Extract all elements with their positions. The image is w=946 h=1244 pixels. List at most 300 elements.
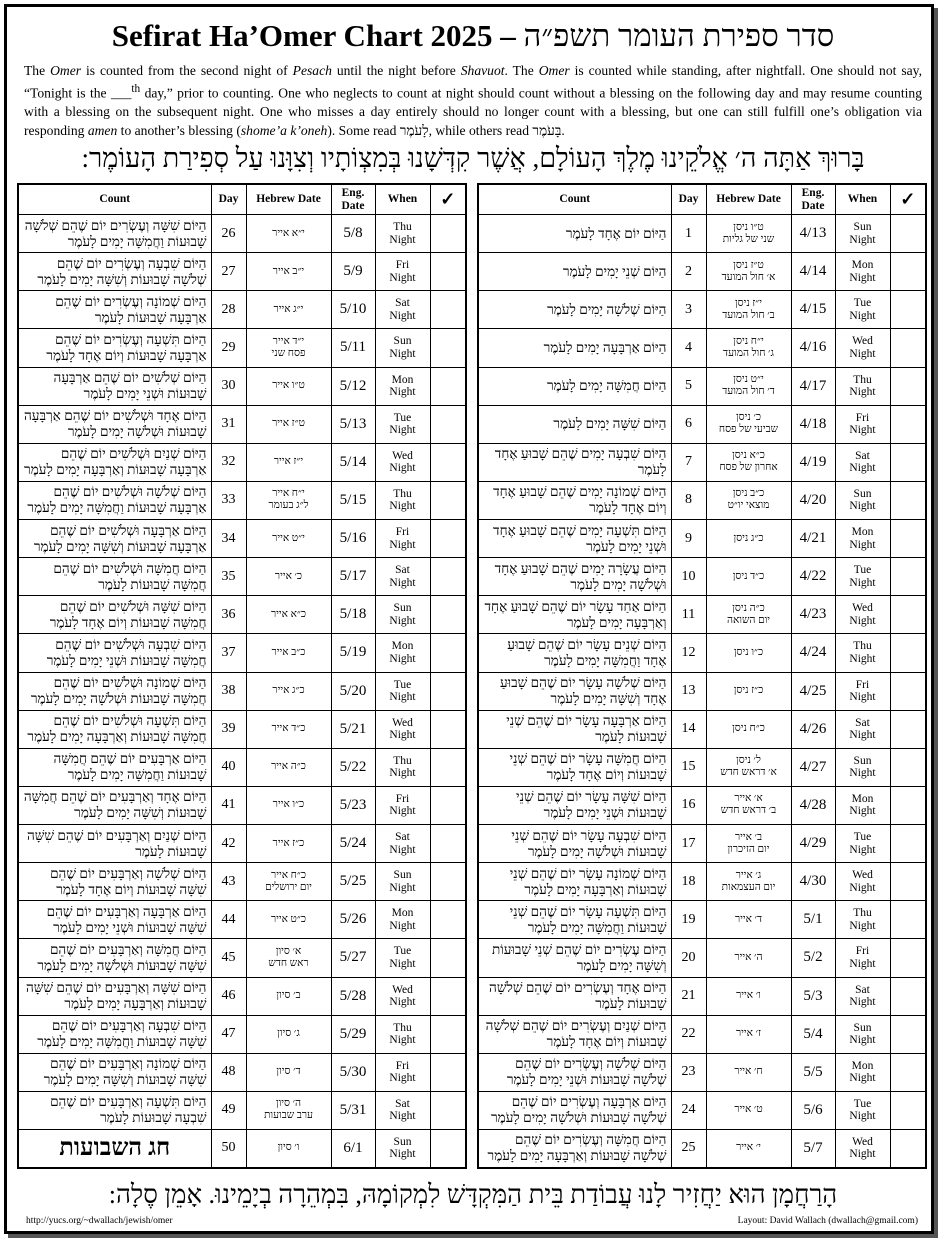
- eng-date-cell: 5/5: [791, 1053, 835, 1091]
- eng-date-cell: 5/21: [331, 710, 375, 748]
- hebrew-date-cell: ו׳ אייר: [706, 977, 791, 1015]
- day-cell: 30: [211, 367, 246, 405]
- omer-table-left: [17, 183, 467, 1169]
- hebrew-date-cell: כ״ה אייר: [246, 748, 331, 786]
- day-cell: 23: [671, 1053, 706, 1091]
- when-cell: Mon Night: [835, 253, 890, 291]
- eng-date-cell: 5/4: [791, 1015, 835, 1053]
- when-cell: Sat Night: [375, 1091, 430, 1129]
- count-cell: הַיּוֹם שִׁבְעָה וּשְׁלֹשִׁים יוֹם שֶׁהֵם חֲמִשָּׁה שָׁבוּעוֹת וּשְׁנֵי יָמִים לָעֹמֶר: [18, 634, 211, 672]
- table-row: [18, 672, 466, 710]
- eng-date-cell: 4/30: [791, 863, 835, 901]
- table-row: [478, 634, 926, 672]
- table-row: [18, 1130, 466, 1168]
- count-cell: הַיּוֹם שִׁשָּׁה יָמִים לָעֹמֶר: [478, 405, 671, 443]
- when-cell: Tue Night: [375, 672, 430, 710]
- when-cell: Fri Night: [375, 253, 430, 291]
- check-cell[interactable]: [890, 329, 926, 367]
- table-row: [18, 253, 466, 291]
- day-cell: 38: [211, 672, 246, 710]
- hebrew-date-cell: ב׳ סיון: [246, 977, 331, 1015]
- when-cell: Sun Night: [375, 863, 430, 901]
- eng-date-cell: 4/27: [791, 748, 835, 786]
- check-cell[interactable]: [890, 672, 926, 710]
- eng-date-cell: 4/13: [791, 215, 835, 253]
- check-cell[interactable]: [890, 215, 926, 253]
- hebrew-date-cell: י״ח ניסן ג׳ חול המועד: [706, 329, 791, 367]
- count-cell: הַיּוֹם שִׁשָּׁה עָשָׂר יוֹם שֶׁהֵם שְׁנֵי שָׁבוּעוֹת וּשְׁנֵי יָמִים לָעֹמֶר: [478, 786, 671, 824]
- when-cell: Mon Night: [835, 520, 890, 558]
- hebrew-date-cell: ט״ו אייר: [246, 367, 331, 405]
- count-cell: הַיּוֹם עֶשְׂרִים יוֹם שֶׁהֵם שְׁנֵי שָׁבוּעוֹת וְשִׁשָּׁה יָמִים לָעֹמֶר: [478, 939, 671, 977]
- check-cell[interactable]: [430, 481, 466, 519]
- hebrew-date-cell: י״ז אייר: [246, 443, 331, 481]
- day-cell: 5: [671, 367, 706, 405]
- eng-date-cell: 5/22: [331, 748, 375, 786]
- count-cell: הַיּוֹם שְׁלֹשָׁה וְאַרְבָּעִים יוֹם שֶׁהֵם שִׁשָּׁה שָׁבוּעוֹת וְיוֹם אֶחָד לָעֹמֶר: [18, 863, 211, 901]
- when-cell: Thu Night: [835, 901, 890, 939]
- hebrew-date-cell: י״ג אייר: [246, 291, 331, 329]
- count-cell: הַיּוֹם תִּשְׁעָה עָשָׂר יוֹם שֶׁהֵם שְׁנֵי שָׁבוּעוֹת וַחֲמִשָּׁה יָמִים לָעֹמֶר: [478, 901, 671, 939]
- day-cell: 32: [211, 443, 246, 481]
- hebrew-date-cell: כ״ד ניסן: [706, 558, 791, 596]
- check-cell[interactable]: [890, 1053, 926, 1091]
- eng-date-cell: 4/29: [791, 825, 835, 863]
- eng-date-cell: 5/12: [331, 367, 375, 405]
- footer-layout-credit: Layout: David Wallach (dwallach@gmail.com): [737, 1216, 918, 1226]
- count-cell: הַיּוֹם שְׁמוֹנָה וּשְׁלֹשִׁים יוֹם שֶׁהֵם חֲמִשָּׁה שָׁבוּעוֹת וּשְׁלֹשָׁה יָמִים לָעֹמֶר: [18, 672, 211, 710]
- check-cell[interactable]: [890, 481, 926, 519]
- day-cell: 45: [211, 939, 246, 977]
- day-cell: 16: [671, 786, 706, 824]
- eng-date-cell: 5/14: [331, 443, 375, 481]
- hebrew-date-cell: כ״ג ניסן: [706, 520, 791, 558]
- table-row: [18, 405, 466, 443]
- table-row: [18, 291, 466, 329]
- table-row: [478, 443, 926, 481]
- eng-date-cell: 5/2: [791, 939, 835, 977]
- day-cell: 28: [211, 291, 246, 329]
- check-cell[interactable]: [890, 748, 926, 786]
- when-cell: Thu Night: [375, 215, 430, 253]
- day-cell: 25: [671, 1130, 706, 1168]
- day-cell: 33: [211, 481, 246, 519]
- day-cell: 14: [671, 710, 706, 748]
- eng-date-cell: 5/26: [331, 901, 375, 939]
- check-cell[interactable]: [430, 1053, 466, 1091]
- table-row: [478, 558, 926, 596]
- when-cell: Wed Night: [835, 863, 890, 901]
- eng-date-cell: 4/15: [791, 291, 835, 329]
- eng-date-cell: 5/11: [331, 329, 375, 367]
- check-cell[interactable]: [890, 710, 926, 748]
- when-cell: Thu Night: [375, 1015, 430, 1053]
- eng-date-cell: 5/19: [331, 634, 375, 672]
- hebrew-date-cell: ה׳ אייר: [706, 939, 791, 977]
- day-cell: 46: [211, 977, 246, 1015]
- eng-date-cell: 4/22: [791, 558, 835, 596]
- header-day: Day: [211, 184, 246, 215]
- when-cell: Mon Night: [835, 786, 890, 824]
- check-cell[interactable]: [890, 596, 926, 634]
- when-cell: Mon Night: [375, 901, 430, 939]
- hebrew-date-cell: א׳ סיון ראש חדש: [246, 939, 331, 977]
- eng-date-cell: 5/9: [331, 253, 375, 291]
- check-cell[interactable]: [430, 710, 466, 748]
- footer-url[interactable]: http://yucs.org/~dwallach/jewish/omer: [26, 1216, 173, 1226]
- count-cell: הַיּוֹם חֲמִשָּׁה וּשְׁלֹשִׁים יוֹם שֶׁהֵם חֲמִשָּׁה שָׁבוּעוֹת לָעֹמֶר: [18, 558, 211, 596]
- table-row: [18, 481, 466, 519]
- table-row: [478, 977, 926, 1015]
- count-cell: הַיּוֹם חֲמִשָּׁה וְאַרְבָּעִים יוֹם שֶׁהֵם שִׁשָּׁה שָׁבוּעוֹת וּשְׁלֹשָׁה יָמִים לָעֹמֶר: [18, 939, 211, 977]
- hebrew-date-cell: ח׳ אייר: [706, 1053, 791, 1091]
- eng-date-cell: 4/17: [791, 367, 835, 405]
- table-row: [478, 1130, 926, 1168]
- count-cell: הַיּוֹם שְׁמוֹנָה יָמִים שֶׁהֵם שָׁבוּעַ אֶחָד וְיוֹם אֶחָד לָעֹמֶר: [478, 481, 671, 519]
- check-cell[interactable]: [430, 863, 466, 901]
- count-cell: הַיּוֹם חֲמִשָּׁה יָמִים לָעֹמֶר: [478, 367, 671, 405]
- hebrew-date-cell: י״ט אייר: [246, 520, 331, 558]
- hebrew-date-cell: י״ב אייר: [246, 253, 331, 291]
- table-row: [18, 710, 466, 748]
- check-cell[interactable]: [430, 1015, 466, 1053]
- check-cell[interactable]: [890, 1091, 926, 1129]
- eng-date-cell: 4/24: [791, 634, 835, 672]
- eng-date-cell: 5/24: [331, 825, 375, 863]
- when-cell: Wed Night: [375, 977, 430, 1015]
- when-cell: Fri Night: [375, 520, 430, 558]
- count-cell: הַיּוֹם שְׁמוֹנָה וְעֶשְׂרִים יוֹם שֶׁהֵם אַרְבָּעָה שָׁבוּעוֹת לָעֹמֶר: [18, 291, 211, 329]
- count-cell: הַיּוֹם אַחַד עָשָׂר יוֹם שֶׁהֵם שָׁבוּעַ אֶחָד וְאַרְבָּעָה יָמִים לָעֹמֶר: [478, 596, 671, 634]
- check-cell[interactable]: [890, 1130, 926, 1168]
- header-eng-date: Eng. Date: [331, 184, 375, 215]
- count-cell: הַיּוֹם אַרְבָּעָה וְעֶשְׂרִים יוֹם שֶׁהֵם שְׁלֹשָׁה שָׁבוּעוֹת וּשְׁלֹשָׁה יָמִים לָעֹמֶר: [478, 1091, 671, 1129]
- eng-date-cell: 4/21: [791, 520, 835, 558]
- table-row: [18, 1015, 466, 1053]
- day-cell: 13: [671, 672, 706, 710]
- when-cell: Fri Night: [375, 1053, 430, 1091]
- hebrew-date-cell: ט״ו ניסן שני של גליות: [706, 215, 791, 253]
- count-cell: הַיּוֹם שְׁנֵים עָשָׂר יוֹם שֶׁהֵם שָׁבוּעַ אֶחָד וַחֲמִשָּׁה יָמִים לָעֹמֶר: [478, 634, 671, 672]
- table-row: [18, 863, 466, 901]
- count-cell: הַיּוֹם שְׁלֹשָׁה וְעֶשְׂרִים יוֹם שֶׁהֵם שְׁלֹשָׁה שָׁבוּעוֹת וּשְׁנֵי יָמִים לָעֹמֶר: [478, 1053, 671, 1091]
- count-cell: הַיּוֹם שִׁשָּׁה וּשְׁלֹשִׁים יוֹם שֶׁהֵם חֲמִשָּׁה שָׁבוּעוֹת וְיוֹם אֶחָד לָעֹמֶר: [18, 596, 211, 634]
- hebrew-date-cell: כ״ו ניסן: [706, 634, 791, 672]
- footer-blessing: הָרַחֲמָן הוּא יַחֲזִיר לָנוּ עֲבוֹדַת בֵּית הַמִּקְדָּשׁ לִמְקוֹמָהּ, בִּמְהֵרָה בְיָמֵינוּ. אָמֵן סֶלָה:: [108, 1180, 838, 1209]
- eng-date-cell: 4/26: [791, 710, 835, 748]
- count-cell: חג השבועות: [18, 1130, 211, 1168]
- day-cell: 43: [211, 863, 246, 901]
- check-cell[interactable]: [430, 1130, 466, 1168]
- day-cell: 39: [211, 710, 246, 748]
- day-cell: 50: [211, 1130, 246, 1168]
- check-cell[interactable]: [430, 672, 466, 710]
- count-cell: הַיּוֹם שִׁבְעָה יָמִים שֶׁהֵם שָׁבוּעַ אֶחָד לָעֹמֶר: [478, 443, 671, 481]
- table-row: [18, 520, 466, 558]
- when-cell: Mon Night: [375, 634, 430, 672]
- check-cell[interactable]: [890, 520, 926, 558]
- day-cell: 2: [671, 253, 706, 291]
- check-cell[interactable]: [890, 786, 926, 824]
- hebrew-date-cell: כ״ג אייר: [246, 672, 331, 710]
- when-cell: Sun Night: [835, 748, 890, 786]
- check-cell[interactable]: [890, 405, 926, 443]
- count-cell: הַיּוֹם חֲמִשָּׁה וְעֶשְׂרִים יוֹם שֶׁהֵם שְׁלֹשָׁה שָׁבוּעוֹת וְאַרְבָּעָה יָמִים לָעֹמֶר: [478, 1130, 671, 1168]
- when-cell: Sun Night: [375, 596, 430, 634]
- hebrew-date-cell: כ״א ניסן אחרון של פסח: [706, 443, 791, 481]
- count-cell: הַיּוֹם שִׁבְעָה וְאַרְבָּעִים יוֹם שֶׁהֵם שִׁשָּׁה שָׁבוּעוֹת וַחֲמִשָּׁה יָמִים לָעֹמֶר: [18, 1015, 211, 1053]
- check-cell[interactable]: [890, 634, 926, 672]
- hebrew-date-cell: ד׳ סיון: [246, 1053, 331, 1091]
- eng-date-cell: 5/1: [791, 901, 835, 939]
- hebrew-date-cell: י״ט ניסן ד׳ חול המועד: [706, 367, 791, 405]
- hebrew-date-cell: כ״ו אייר: [246, 786, 331, 824]
- intro-paragraph: The Omer is counted from the second night of Pesach until the night before Shavuot. The Omer is counted while standing, after nightfall. One should not say, “Tonight is the ___$^{th}$ day,” prior to counting. One who neglects to count at night should count without a blessing on the following day and may resume counting with a blessing on the subsequent night. One who misses a day entirely should no longer count with a blessing, but one can still fulfill one’s obligation via responding amen to another’s blessing (shome’a k’oneh). Some read לָעֹמֶר, while others read בָּעֹמֶר.: [24, 63, 922, 138]
- when-cell: Sat Night: [375, 291, 430, 329]
- day-cell: 19: [671, 901, 706, 939]
- eng-date-cell: 5/13: [331, 405, 375, 443]
- hebrew-date-cell: י״א אייר: [246, 215, 331, 253]
- when-cell: Wed Night: [835, 329, 890, 367]
- count-cell: הַיּוֹם אַרְבָּעָה וּשְׁלֹשִׁים יוֹם שֶׁהֵם אַרְבָּעָה שָׁבוּעוֹת וְשִׁשָּׁה יָמִים לָעֹמֶר: [18, 520, 211, 558]
- check-cell[interactable]: [430, 901, 466, 939]
- table-row: [478, 786, 926, 824]
- count-cell: הַיּוֹם עֲשָׂרָה יָמִים שֶׁהֵם שָׁבוּעַ אֶחָד וּשְׁלֹשָׁה יָמִים לָעֹמֶר: [478, 558, 671, 596]
- day-cell: 9: [671, 520, 706, 558]
- table-row: [478, 1053, 926, 1091]
- table-row: [18, 215, 466, 253]
- when-cell: Sun Night: [835, 215, 890, 253]
- when-cell: Thu Night: [375, 748, 430, 786]
- check-cell[interactable]: [430, 977, 466, 1015]
- table-row: [478, 481, 926, 519]
- check-cell[interactable]: [890, 367, 926, 405]
- check-cell[interactable]: [890, 558, 926, 596]
- table-row: [478, 405, 926, 443]
- eng-date-cell: 5/20: [331, 672, 375, 710]
- header-when: When: [835, 184, 890, 215]
- eng-date-cell: 5/25: [331, 863, 375, 901]
- check-cell[interactable]: [430, 443, 466, 481]
- check-cell[interactable]: [430, 329, 466, 367]
- eng-date-cell: 5/8: [331, 215, 375, 253]
- count-cell: הַיּוֹם אֶחָד וְאַרְבָּעִים יוֹם שֶׁהֵם חֲמִשָּׁה שָׁבוּעוֹת וְשִׁשָּׁה יָמִים לָעֹמֶר: [18, 786, 211, 824]
- day-cell: 44: [211, 901, 246, 939]
- table-row: [18, 825, 466, 863]
- check-cell[interactable]: [430, 825, 466, 863]
- header-day: Day: [671, 184, 706, 215]
- when-cell: Fri Night: [835, 939, 890, 977]
- day-cell: 6: [671, 405, 706, 443]
- check-cell[interactable]: [890, 863, 926, 901]
- count-cell: הַיּוֹם אַרְבָּעָה וְאַרְבָּעִים יוֹם שֶׁהֵם שִׁשָּׁה שָׁבוּעוֹת וּשְׁנֵי יָמִים לָעֹמֶר: [18, 901, 211, 939]
- eng-date-cell: 4/28: [791, 786, 835, 824]
- eng-date-cell: 5/10: [331, 291, 375, 329]
- count-cell: הַיּוֹם אַרְבָּעָה יָמִים לָעֹמֶר: [478, 329, 671, 367]
- check-cell[interactable]: [430, 291, 466, 329]
- day-cell: 17: [671, 825, 706, 863]
- eng-date-cell: 5/23: [331, 786, 375, 824]
- when-cell: Thu Night: [835, 634, 890, 672]
- hebrew-date-cell: ד׳ אייר: [706, 901, 791, 939]
- count-cell: הַיּוֹם אַרְבָּעָה עָשָׂר יוֹם שֶׁהֵם שְׁנֵי שָׁבוּעוֹת לָעֹמֶר: [478, 710, 671, 748]
- check-cell[interactable]: [890, 443, 926, 481]
- day-cell: 15: [671, 748, 706, 786]
- day-cell: 31: [211, 405, 246, 443]
- when-cell: Wed Night: [835, 1130, 890, 1168]
- hebrew-date-cell: ט״ז ניסן א׳ חול המועד: [706, 253, 791, 291]
- check-cell[interactable]: [890, 1015, 926, 1053]
- when-cell: Tue Night: [835, 825, 890, 863]
- hebrew-date-cell: י״ז ניסן ב׳ חול המועד: [706, 291, 791, 329]
- eng-date-cell: 5/3: [791, 977, 835, 1015]
- eng-date-cell: 5/18: [331, 596, 375, 634]
- eng-date-cell: 5/7: [791, 1130, 835, 1168]
- hebrew-date-cell: כ״ט אייר: [246, 901, 331, 939]
- header-count: Count: [18, 184, 211, 215]
- count-cell: הַיּוֹם שְׁלֹשָׁה וּשְׁלֹשִׁים יוֹם שֶׁהֵם אַרְבָּעָה שָׁבוּעוֹת וַחֲמִשָּׁה יָמִים לָעֹמֶר: [18, 481, 211, 519]
- table-row: [478, 901, 926, 939]
- table-row: [18, 939, 466, 977]
- table-row: [478, 863, 926, 901]
- check-cell[interactable]: [890, 901, 926, 939]
- when-cell: Tue Night: [835, 1091, 890, 1129]
- eng-date-cell: 4/19: [791, 443, 835, 481]
- count-cell: הַיּוֹם יוֹם אֶחָד לָעֹמֶר: [478, 215, 671, 253]
- when-cell: Sat Night: [375, 825, 430, 863]
- eng-date-cell: 6/1: [331, 1130, 375, 1168]
- when-cell: Thu Night: [835, 367, 890, 405]
- day-cell: 7: [671, 443, 706, 481]
- table-row: [18, 634, 466, 672]
- check-cell[interactable]: [430, 786, 466, 824]
- hebrew-date-cell: כ״א אייר: [246, 596, 331, 634]
- hebrew-date-cell: ג׳ אייר יום העצמאות: [706, 863, 791, 901]
- header-count: Count: [478, 184, 671, 215]
- count-cell: הַיּוֹם שִׁשָּׁה וְעֶשְׂרִים יוֹם שֶׁהֵם שְׁלֹשָׁה שָׁבוּעוֹת וַחֲמִשָּׁה יָמִים לָעֹמֶר: [18, 215, 211, 253]
- check-cell[interactable]: [430, 1091, 466, 1129]
- day-cell: 21: [671, 977, 706, 1015]
- count-cell: הַיּוֹם שְׁנַיִם וְאַרְבָּעִים יוֹם שֶׁהֵם שִׁשָּׁה שָׁבוּעוֹת לָעֹמֶר: [18, 825, 211, 863]
- count-cell: הַיּוֹם אֶחָד וְעֶשְׂרִים יוֹם שֶׁהֵם שְׁלֹשָׁה שָׁבוּעוֹת לָעֹמֶר: [478, 977, 671, 1015]
- eng-date-cell: 4/16: [791, 329, 835, 367]
- day-cell: 48: [211, 1053, 246, 1091]
- check-cell[interactable]: [890, 977, 926, 1015]
- hebrew-date-cell: כ״ז אייר: [246, 825, 331, 863]
- count-cell: הַיּוֹם חֲמִשָּׁה עָשָׂר יוֹם שֶׁהֵם שְׁנֵי שָׁבוּעוֹת וְיוֹם אֶחָד לָעֹמֶר: [478, 748, 671, 786]
- when-cell: Sat Night: [835, 977, 890, 1015]
- day-cell: 47: [211, 1015, 246, 1053]
- day-cell: 42: [211, 825, 246, 863]
- hebrew-date-cell: ו׳ סיון: [246, 1130, 331, 1168]
- day-cell: 26: [211, 215, 246, 253]
- page-title: [0, 16, 946, 56]
- check-cell[interactable]: [430, 367, 466, 405]
- check-cell[interactable]: [430, 558, 466, 596]
- count-cell: הַיּוֹם שִׁבְעָה וְעֶשְׂרִים יוֹם שֶׁהֵם שְׁלֹשָׁה שָׁבוּעוֹת וְשִׁשָּׁה יָמִים לָעֹמֶר: [18, 253, 211, 291]
- table-row: [478, 596, 926, 634]
- day-cell: 34: [211, 520, 246, 558]
- table-row: [18, 596, 466, 634]
- count-cell: הַיּוֹם תִּשְׁעָה וּשְׁלֹשִׁים יוֹם שֶׁהֵם חֲמִשָּׁה שָׁבוּעוֹת וְאַרְבָּעָה יָמִים לָעֹמֶר: [18, 710, 211, 748]
- header-hebrew-date: Hebrew Date: [246, 184, 331, 215]
- table-row: [478, 825, 926, 863]
- table-row: [18, 1053, 466, 1091]
- when-cell: Thu Night: [375, 481, 430, 519]
- when-cell: Wed Night: [835, 596, 890, 634]
- eng-date-cell: 5/30: [331, 1053, 375, 1091]
- hebrew-date-cell: ה׳ סיון ערב שבועות: [246, 1091, 331, 1129]
- table-row: [478, 367, 926, 405]
- check-cell[interactable]: [890, 939, 926, 977]
- when-cell: Fri Night: [375, 786, 430, 824]
- count-cell: הַיּוֹם שְׁנַיִם וְעֶשְׂרִים יוֹם שֶׁהֵם שְׁלֹשָׁה שָׁבוּעוֹת וְיוֹם אֶחָד לָעֹמֶר: [478, 1015, 671, 1053]
- hebrew-date-cell: ג׳ סיון: [246, 1015, 331, 1053]
- hebrew-date-cell: י״ח אייר ל״ג בעומר: [246, 481, 331, 519]
- check-cell[interactable]: [430, 748, 466, 786]
- day-cell: 10: [671, 558, 706, 596]
- count-cell: הַיּוֹם שְׁמוֹנָה עָשָׂר יוֹם שֶׁהֵם שְׁנֵי שָׁבוּעוֹת וְאַרְבָּעָה יָמִים לָעֹמֶר: [478, 863, 671, 901]
- check-cell[interactable]: [430, 405, 466, 443]
- table-row: [478, 672, 926, 710]
- table-header-row: [478, 184, 926, 215]
- when-cell: Mon Night: [835, 1053, 890, 1091]
- count-cell: הַיּוֹם אַרְבָּעִים יוֹם שֶׁהֵם חֲמִשָּׁה שָׁבוּעוֹת וַחֲמִשָּׁה יָמִים לָעֹמֶר: [18, 748, 211, 786]
- check-cell[interactable]: [430, 596, 466, 634]
- when-cell: Tue Night: [375, 939, 430, 977]
- when-cell: Wed Night: [375, 710, 430, 748]
- check-cell[interactable]: [430, 939, 466, 977]
- table-row: [18, 443, 466, 481]
- eng-date-cell: 4/18: [791, 405, 835, 443]
- header-hebrew-date: Hebrew Date: [706, 184, 791, 215]
- count-cell: הַיּוֹם שְׁלֹשָׁה עָשָׂר יוֹם שֶׁהֵם שָׁבוּעַ אֶחָד וְשִׁשָּׁה יָמִים לָעֹמֶר: [478, 672, 671, 710]
- day-cell: 3: [671, 291, 706, 329]
- check-cell[interactable]: [430, 634, 466, 672]
- count-cell: הַיּוֹם אֶחָד וּשְׁלֹשִׁים יוֹם שֶׁהֵם אַרְבָּעָה שָׁבוּעוֹת וּשְׁלֹשָׁה יָמִים לָעֹמֶר: [18, 405, 211, 443]
- check-cell[interactable]: [430, 253, 466, 291]
- hebrew-date-cell: י׳ אייר: [706, 1130, 791, 1168]
- eng-date-cell: 5/27: [331, 939, 375, 977]
- check-cell[interactable]: [430, 215, 466, 253]
- count-cell: הַיּוֹם שְׁלֹשָׁה יָמִים לָעֹמֶר: [478, 291, 671, 329]
- when-cell: Tue Night: [375, 405, 430, 443]
- count-cell: הַיּוֹם תִּשְׁעָה וְעֶשְׂרִים יוֹם שֶׁהֵם אַרְבָּעָה שָׁבוּעוֹת וְיוֹם אֶחָד לָעֹמֶר: [18, 329, 211, 367]
- check-cell[interactable]: [890, 825, 926, 863]
- eng-date-cell: 4/14: [791, 253, 835, 291]
- day-cell: 18: [671, 863, 706, 901]
- check-cell[interactable]: [890, 253, 926, 291]
- day-cell: 4: [671, 329, 706, 367]
- table-row: [18, 786, 466, 824]
- table-row: [478, 1015, 926, 1053]
- day-cell: 27: [211, 253, 246, 291]
- table-row: [478, 1091, 926, 1129]
- when-cell: Tue Night: [835, 291, 890, 329]
- table-row: [478, 520, 926, 558]
- check-cell[interactable]: [430, 520, 466, 558]
- hebrew-date-cell: ז׳ אייר: [706, 1015, 791, 1053]
- hebrew-date-cell: ט״ז אייר: [246, 405, 331, 443]
- day-cell: 35: [211, 558, 246, 596]
- table-row: [478, 710, 926, 748]
- table-row: [18, 901, 466, 939]
- check-cell[interactable]: [890, 291, 926, 329]
- when-cell: Wed Night: [375, 443, 430, 481]
- day-cell: 24: [671, 1091, 706, 1129]
- when-cell: Tue Night: [835, 558, 890, 596]
- day-cell: 29: [211, 329, 246, 367]
